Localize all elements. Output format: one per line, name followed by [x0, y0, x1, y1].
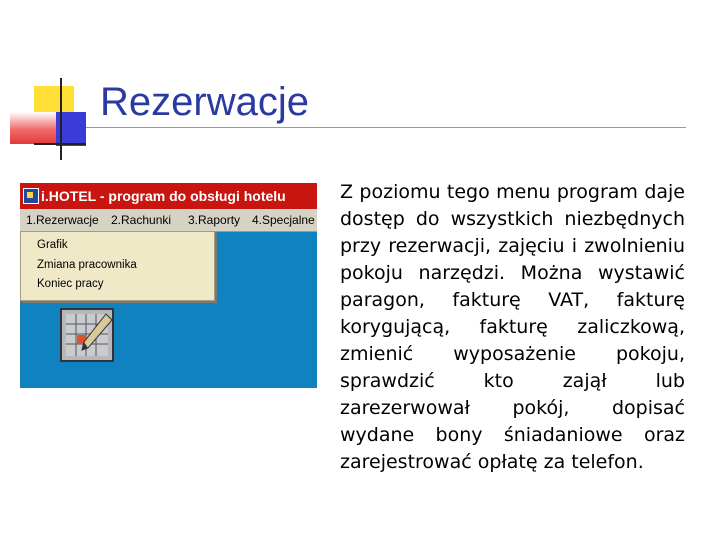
decorative-horizontal-line: [34, 143, 86, 145]
slide-title: Rezerwacje: [100, 80, 309, 124]
dropdown-item-zmiana-pracownika[interactable]: Zmiana pracownika: [37, 259, 137, 271]
hotel-logo-icon: [23, 188, 39, 204]
calendar-pencil-icon[interactable]: [60, 308, 114, 362]
app-menubar: [20, 209, 317, 232]
menu-item-rezerwacje[interactable]: 1.Rezerwacje: [26, 213, 99, 227]
dropdown-item-grafik[interactable]: Grafik: [37, 239, 68, 251]
rezerwacje-dropdown-menu: [20, 231, 215, 301]
slide-description: Z poziomu tego menu program daje dostęp do wszystkich niezbędnych przy rezerwacji, zajęciu i zwolnieniu pokoju narzędzi. Można wystawić paragon, fakturę VAT, fakturę korygującą, fakturę zaliczkową, zmienić wyposażenie pokoju, sprawdzić kto zajął lub zarezerwował pokój, dopisać wydane bony śniadaniowe oraz zarejestrować opłatę za telefon.: [340, 181, 685, 473]
menu-item-raporty[interactable]: 3.Raporty: [188, 213, 241, 227]
app-title: i.HOTEL - program do obsługi hotelu: [41, 188, 286, 204]
menu-item-specjalne[interactable]: 4.Specjalne: [252, 213, 315, 227]
title-underline: [86, 127, 686, 128]
menu-item-rachunki[interactable]: 2.Rachunki: [111, 213, 172, 227]
dropdown-item-koniec-pracy[interactable]: Koniec pracy: [37, 278, 104, 290]
decorative-vertical-line: [60, 78, 62, 160]
app-screenshot: [20, 183, 317, 388]
app-titlebar: [20, 183, 317, 209]
decorative-red-square: [10, 112, 56, 144]
